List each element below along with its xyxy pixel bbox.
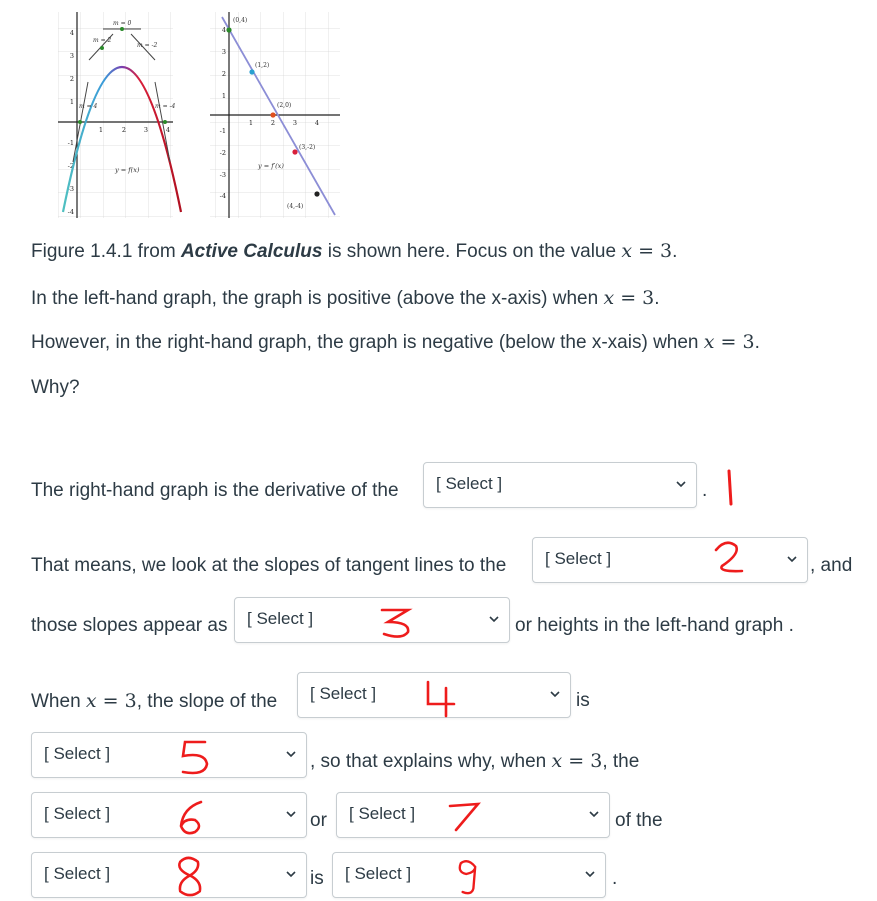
point-dot bbox=[314, 191, 319, 196]
select-2[interactable] bbox=[532, 537, 808, 583]
select-7-value: [ Select ] bbox=[349, 804, 416, 823]
point-dot bbox=[226, 27, 231, 32]
q4-text bbox=[31, 690, 277, 713]
q4-mid: , the slope of the bbox=[136, 691, 278, 712]
chevron-down-icon bbox=[487, 612, 501, 626]
slope-label-m4: m = 4 bbox=[79, 103, 98, 110]
chevron-down-icon bbox=[284, 807, 298, 821]
math-x: x bbox=[621, 240, 633, 262]
tick-label: -2 bbox=[219, 149, 226, 157]
tick-label: 4 bbox=[221, 26, 226, 34]
slope-label-m-4: m = -4 bbox=[155, 103, 176, 110]
right-curve-label: y = f′(x) bbox=[258, 162, 284, 170]
point-label: (3,-2) bbox=[299, 144, 316, 151]
q7-period: . bbox=[612, 868, 618, 889]
math-x: x bbox=[85, 690, 97, 712]
line-left-graph bbox=[31, 287, 660, 310]
q7-is: is bbox=[310, 868, 324, 889]
chevron-down-icon bbox=[674, 477, 688, 491]
chevron-down-icon bbox=[785, 552, 799, 566]
line1-post: is shown here. Focus on the value bbox=[322, 241, 622, 262]
q6-or: or bbox=[310, 810, 327, 831]
select-6[interactable] bbox=[31, 792, 307, 838]
math-eq: = 3 bbox=[562, 750, 603, 772]
slope-label-m0: m = 0 bbox=[113, 20, 132, 27]
tick-label: 1 bbox=[221, 92, 226, 100]
q3-text: those slopes appear as bbox=[31, 615, 228, 636]
tick-label: 3 bbox=[143, 126, 149, 134]
point-label: (2,0) bbox=[277, 102, 292, 109]
math-x: x bbox=[603, 287, 615, 309]
chevron-down-icon bbox=[548, 687, 562, 701]
point-dot bbox=[120, 27, 124, 31]
tick-label: 2 bbox=[121, 126, 127, 134]
line1-pre: Figure 1.4.1 from bbox=[31, 241, 181, 262]
tick-label: 1 bbox=[69, 98, 74, 106]
line-figure-intro bbox=[31, 240, 677, 263]
select-3-value: [ Select ] bbox=[247, 609, 314, 628]
point-dot bbox=[163, 120, 167, 124]
point-dot bbox=[100, 46, 104, 50]
select-5-value: [ Select ] bbox=[44, 744, 111, 763]
why-question: Why? bbox=[31, 377, 80, 398]
tick-label: 3 bbox=[292, 119, 298, 127]
period: . bbox=[754, 332, 760, 353]
chevron-down-icon bbox=[284, 867, 298, 881]
q4-pre: When bbox=[31, 691, 86, 712]
period: . bbox=[672, 241, 678, 262]
select-9[interactable] bbox=[332, 852, 606, 898]
point-dot bbox=[249, 69, 254, 74]
tick-label: -1 bbox=[219, 127, 226, 135]
point-dot bbox=[270, 112, 275, 117]
q1-period: . bbox=[702, 480, 708, 501]
math-eq: = 3 bbox=[614, 287, 655, 309]
tick-label: -3 bbox=[67, 185, 74, 193]
slope-label-m-2: m = -2 bbox=[137, 42, 158, 49]
select-8-value: [ Select ] bbox=[44, 864, 111, 883]
q2-text: That means, we look at the slopes of tangent lines to the bbox=[31, 555, 507, 576]
tick-label: -2 bbox=[67, 162, 74, 170]
line-right-graph bbox=[31, 331, 760, 354]
chevron-down-icon bbox=[284, 747, 298, 761]
q6-post: of the bbox=[615, 810, 663, 831]
math-eq: = 3 bbox=[632, 240, 673, 262]
tick-label: 1 bbox=[98, 126, 104, 134]
tick-label: 4 bbox=[69, 29, 74, 37]
tick-label: 2 bbox=[270, 119, 276, 127]
slope-label-m2: m = 2 bbox=[93, 37, 112, 44]
point-dot bbox=[292, 149, 297, 154]
math-eq: = 3 bbox=[714, 331, 755, 353]
point-label: (0,4) bbox=[233, 17, 248, 24]
figure-image bbox=[55, 12, 345, 218]
tick-label: 2 bbox=[221, 70, 226, 78]
select-6-value: [ Select ] bbox=[44, 804, 111, 823]
handwritten-number-1 bbox=[715, 468, 745, 508]
tick-label: 4 bbox=[314, 119, 320, 127]
tick-label: 3 bbox=[69, 52, 74, 60]
tick-label: -1 bbox=[67, 139, 74, 147]
q5-text bbox=[310, 750, 639, 773]
select-9-value: [ Select ] bbox=[345, 864, 412, 883]
point-label: (1,2) bbox=[255, 62, 270, 69]
q5-post-b: , the bbox=[602, 751, 640, 772]
chevron-down-icon bbox=[587, 807, 601, 821]
select-4-value: [ Select ] bbox=[310, 684, 377, 703]
q3-post: or heights in the left-hand graph . bbox=[515, 615, 794, 636]
tick-label: -4 bbox=[219, 192, 226, 200]
math-x: x bbox=[551, 750, 563, 772]
select-2-value: [ Select ] bbox=[545, 549, 612, 568]
tick-label: 1 bbox=[248, 119, 254, 127]
tick-label: 4 bbox=[165, 126, 171, 134]
select-3[interactable] bbox=[234, 597, 510, 643]
math-x: x bbox=[703, 331, 715, 353]
tick-label: 3 bbox=[221, 48, 226, 56]
math-eq: = 3 bbox=[96, 690, 137, 712]
point-label: (4,-4) bbox=[287, 203, 304, 210]
left-curve-label: y = f(x) bbox=[115, 166, 140, 174]
tick-label: 2 bbox=[69, 75, 74, 83]
select-4[interactable] bbox=[297, 672, 571, 718]
period: . bbox=[654, 288, 660, 309]
chevron-down-icon bbox=[583, 867, 597, 881]
book-title: Active Calculus bbox=[180, 241, 323, 262]
q2-post: , and bbox=[810, 555, 853, 576]
select-1-value: [ Select ] bbox=[436, 474, 503, 493]
select-1[interactable] bbox=[423, 462, 697, 508]
tick-label: -4 bbox=[67, 208, 74, 216]
point-dot bbox=[78, 120, 82, 124]
line3-text: However, in the right-hand graph, the graph is negative (below the x-xais) when bbox=[31, 332, 704, 353]
q1-text: The right-hand graph is the derivative of the bbox=[31, 480, 399, 501]
tick-label: -3 bbox=[219, 171, 226, 179]
q5-post-a: , so that explains why, when bbox=[310, 751, 552, 772]
q4-post: is bbox=[576, 690, 590, 711]
figure-svg bbox=[55, 12, 345, 218]
select-8[interactable] bbox=[31, 852, 307, 898]
select-5[interactable] bbox=[31, 732, 307, 778]
select-7[interactable] bbox=[336, 792, 610, 838]
line2-text: In the left-hand graph, the graph is positive (above the x-axis) when bbox=[31, 288, 604, 309]
